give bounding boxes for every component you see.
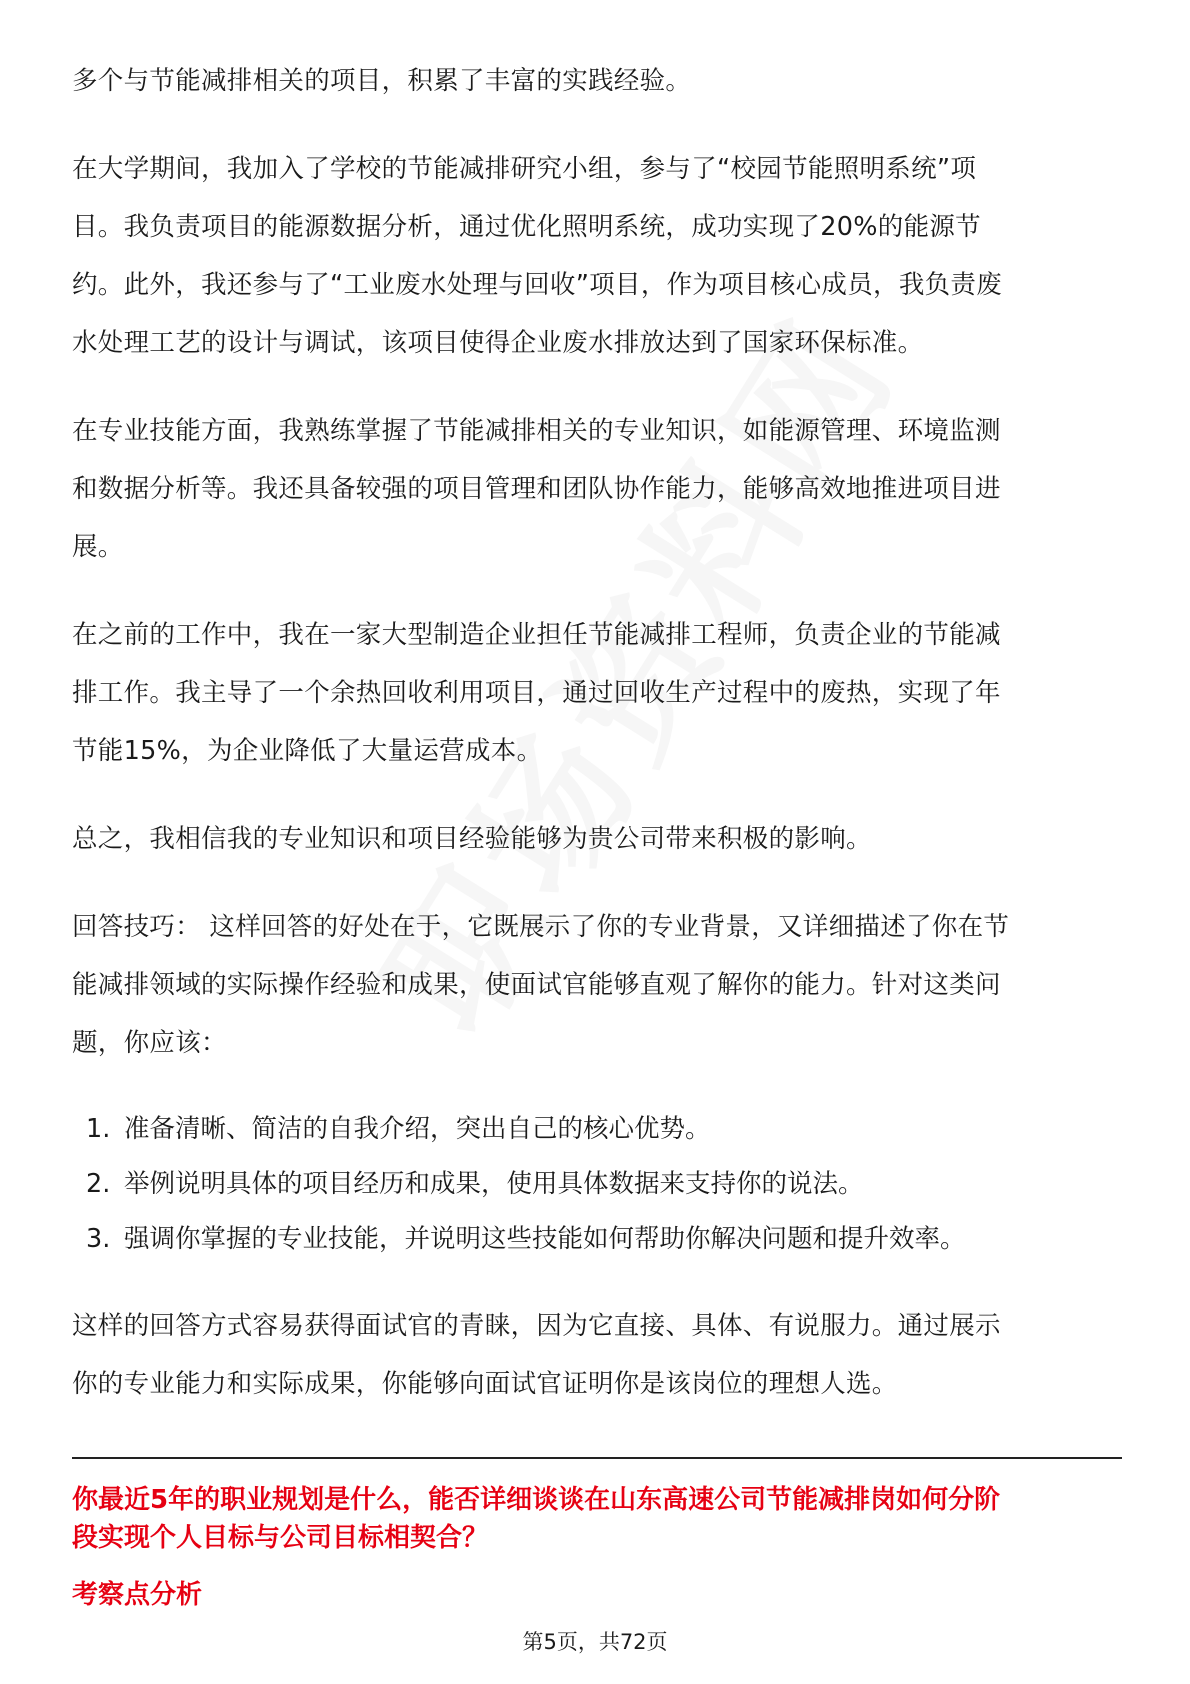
paragraph-work-experience <box>72 606 1122 780</box>
text-line: 节能15%，为企业降低了大量运营成本。 <box>72 736 543 766</box>
text-line: 和数据分析等。我还具备较强的项目管理和团队协作能力，能够高效地推进项目进 <box>72 474 1001 504</box>
paragraph-skills <box>72 402 1122 576</box>
tips-list <box>72 1102 1122 1267</box>
list-number: 3. <box>86 1224 111 1254</box>
question-line: 你最近5年的职业规划是什么，能否详细谈谈在山东高速公司节能减排岗如何分阶 <box>72 1485 1001 1515</box>
question-title <box>72 1481 1122 1557</box>
list-item-text: 强调你掌握的专业技能，并说明这些技能如何帮助你解决问题和提升效率。 <box>124 1224 966 1254</box>
document-body <box>72 52 1122 1615</box>
paragraph-summary <box>72 1297 1122 1413</box>
paragraph-answer-tips <box>72 898 1122 1072</box>
list-item <box>72 1157 1122 1212</box>
paragraph-university <box>72 140 1122 372</box>
text-line: 展。 <box>72 532 124 562</box>
list-item <box>72 1212 1122 1267</box>
page-footer: 第5页，共72页 <box>522 1630 668 1654</box>
text-line: 在之前的工作中，我在一家大型制造企业担任节能减排工程师，负责企业的节能减 <box>72 620 1001 650</box>
text-line: 回答技巧： 这样回答的好处在于，它既展示了你的专业背景，又详细描述了你在节 <box>72 912 1010 942</box>
text-line: 在大学期间，我加入了学校的节能减排研究小组，参与了“校园节能照明系统”项 <box>72 154 977 184</box>
text-line: 水处理工艺的设计与调试，该项目使得企业废水排放达到了国家环保标准。 <box>72 328 924 358</box>
text-line: 排工作。我主导了一个余热回收利用项目，通过回收生产过程中的废热，实现了年 <box>72 678 1001 708</box>
text-line: 你的专业能力和实际成果，你能够向面试官证明你是该岗位的理想人选。 <box>72 1369 898 1399</box>
text-line: 目。我负责项目的能源数据分析，通过优化照明系统，成功实现了20%的能源节 <box>72 212 981 242</box>
list-number: 2. <box>86 1169 111 1199</box>
list-number: 1. <box>86 1114 111 1144</box>
list-item <box>72 1102 1122 1157</box>
list-item-text: 准备清晰、简洁的自我介绍，突出自己的核心优势。 <box>124 1114 711 1144</box>
text-line: 在专业技能方面，我熟练掌握了节能减排相关的专业知识，如能源管理、环境监测 <box>72 416 1001 446</box>
text-line: 这样的回答方式容易获得面试官的青睐，因为它直接、具体、有说服力。通过展示 <box>72 1311 1001 1341</box>
question-line: 段实现个人目标与公司目标相契合？ <box>72 1523 489 1553</box>
list-item-text: 举例说明具体的项目经历和成果，使用具体数据来支持你的说法。 <box>124 1169 864 1199</box>
text-line: 题，你应该： <box>72 1028 227 1058</box>
text-line: 约。此外，我还参与了“工业废水处理与回收”项目，作为项目核心成员，我负责废 <box>72 270 1003 300</box>
section-heading: 考察点分析 <box>72 1580 203 1610</box>
paragraph-intro-continued: 多个与节能减排相关的项目，积累了丰富的实践经验。 <box>72 66 692 96</box>
text-line: 能减排领域的实际操作经验和成果，使面试官能够直观了解你的能力。针对这类问 <box>72 970 1001 1000</box>
paragraph-conclusion: 总之，我相信我的专业知识和项目经验能够为贵公司带来积极的影响。 <box>72 824 872 854</box>
